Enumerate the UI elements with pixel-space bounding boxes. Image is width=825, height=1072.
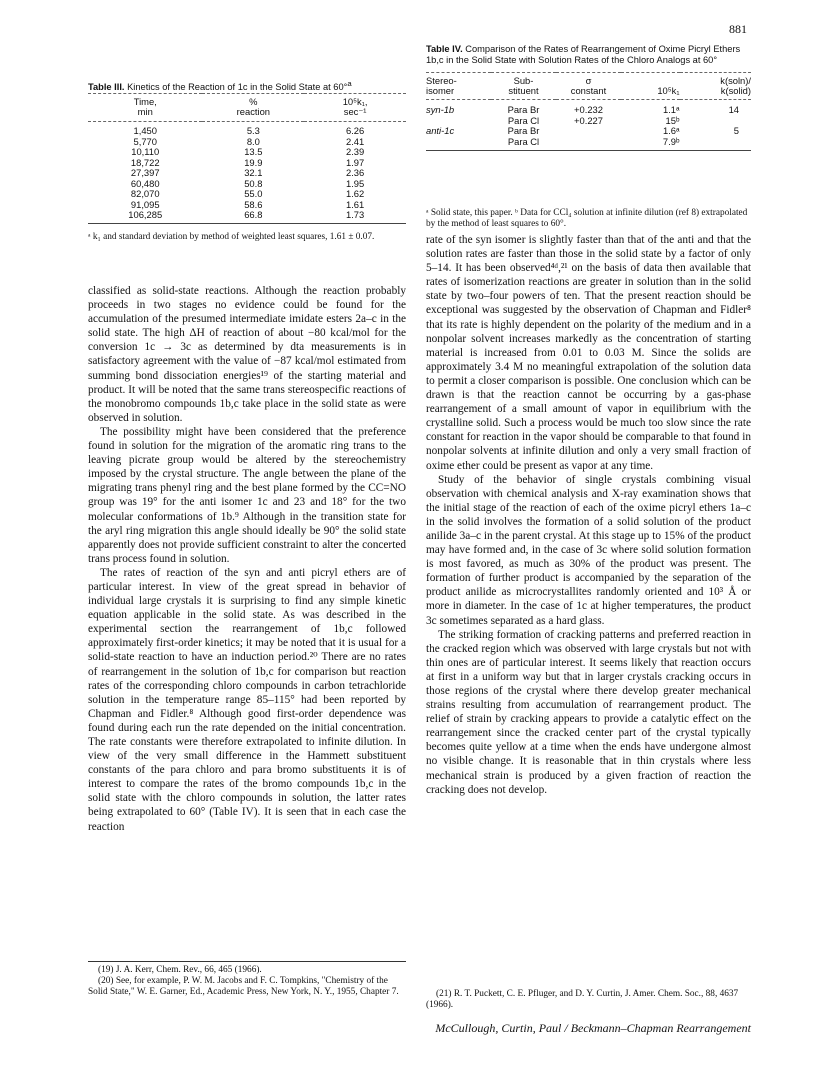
table-cell — [556, 126, 621, 137]
table-cell: 10,110 — [131, 146, 160, 158]
table-iii-caption — [88, 78, 406, 93]
table-cell: 1.95 — [345, 177, 365, 189]
table-cell: 55.0 — [244, 188, 263, 200]
table-cell: Para Cl — [507, 114, 540, 126]
right-column-text — [426, 233, 751, 797]
table-cell: Para Cl — [491, 137, 556, 151]
running-footer: McCullough, Curtin, Paul / Beckmann–Chapman Rearrangement — [435, 1021, 751, 1035]
footnote: (20) See, for example, P. W. M. Jacobs and F. C. Tompkins, "Chemistry of the Solid State," W. E. Garner, Ed., Academic Press, New York, N. Y., 1955, Chapter 7. — [88, 976, 399, 997]
t3-header-time-2: min — [88, 107, 202, 122]
table-row — [426, 116, 751, 127]
table-row — [426, 137, 751, 151]
table-cell: 91,095 — [130, 198, 160, 210]
t4-header-stereo-2: isomer — [426, 86, 491, 100]
t3-header-rate-1: 10⁵k₁, — [304, 94, 406, 108]
table-cell: 82,070 — [130, 188, 160, 200]
t3-header-rate-2: sec⁻¹ — [304, 107, 406, 122]
t3-header-reaction-1: % — [202, 94, 304, 108]
paragraph: The possibility might have been considered that the preference found in solution for the migration of the aromatic ring trans to the leaving picrate group would be altered by the stereochemistry imposed by the crystal structure. The angle between the plane of the migrating trans phenyl ring and the best plane formed by the CC=NO group was 19° for the anti isomer 1c and 23 and 18° for the two molecular conformations of 1b.⁹ Although in the transition state for the aryl ring migration this angle should ideally be 90° the solid state apparently does not provide sufficient constraint to alter the concerted trans process found in solution. — [88, 425, 406, 565]
table-row — [88, 210, 406, 223]
t4-header-ratio-2: k(solid) — [680, 86, 752, 100]
table-iii — [88, 78, 406, 224]
table-cell — [426, 137, 491, 151]
table-cell: +0.227 — [574, 114, 603, 126]
table-cell: 50.8 — [244, 177, 263, 189]
table-iv-footnote: ᵃ Solid state, this paper. ᵇ Data for CCl₄ solution at infinite dilution (ref 8) extrapolated by the method of least squares to 60°. — [426, 208, 748, 229]
table-cell: Para Br — [507, 125, 540, 136]
table-iii-caption-label: Table III. — [88, 82, 125, 93]
t4-header-sigma-1: σ — [556, 73, 621, 87]
t3-header-reaction-2: reaction — [202, 107, 304, 122]
table-row — [426, 100, 751, 116]
table-cell: 18,722 — [130, 156, 160, 168]
table-cell: 1.61 — [345, 198, 365, 210]
table-cell: 58.6 — [244, 198, 263, 210]
table-iv-caption-label: Table IV. — [426, 44, 463, 54]
table-row — [88, 122, 406, 137]
table-cell: 60,480 — [130, 177, 160, 189]
table-cell: 2.36 — [345, 167, 365, 179]
footnote: (19) J. A. Kerr, Chem. Rev., 66, 465 (1966). — [98, 965, 262, 975]
table-cell: 8.0 — [246, 135, 260, 147]
footnotes-left — [88, 961, 406, 998]
table-cell: 106,285 — [88, 210, 202, 223]
table-iv-grid — [426, 72, 751, 151]
t4-header-sigma-2: constant — [556, 86, 621, 100]
table-iv — [426, 44, 751, 151]
table-cell: 1.73 — [304, 210, 406, 223]
table-iii-footnote: ᵃ k₁ and standard deviation by method of weighted least squares, 1.61 ± 0.07. — [88, 232, 375, 242]
table-cell: 1.62 — [345, 188, 365, 200]
left-column-text — [88, 284, 406, 834]
table-iii-grid — [88, 93, 406, 224]
table-iv-caption-text: Comparison of the Rates of Rearrangement of Oxime Picryl Ethers 1b,c in the Solid State with Solution Rates of the Chloro Analogs at 60° — [426, 44, 741, 65]
paragraph: rate of the syn isomer is slightly faster than that of the anti and that the solution rates are faster than those in the solid state by a factor of only 5–14. It has been observed⁴ᵈ,²¹ on the basis of data then available that rates of isomerization reactions are greater in solution than in the solid state by two–four powers of ten. That the present reaction should be exceptional was suggested by the observation of Chapman and Fidler⁸ that its rate is highly dependent on the polarity of the medium and in a nonpolar solvent increases markedly as the concentration of starting material is increased from 0.01 to 0.03 M. Since the solids are approximately 3.4 M no meaningful extrapolation of the solution data to permit a closer comparison is possible. One conclusion which can be drawn is that the reaction cannot be occurring by a gas-phase rearrangement of a small amount of vapor in equilibrium with the crystalline solid. Such a process would be much too slow since the rate constant for reaction in the vapor should be comparable to that found in nonpolar solvents at infinite dilution and only a very small fraction of oxime ether could be present as vapor at any time. — [426, 234, 751, 472]
table-cell: Para Br — [507, 104, 540, 115]
table-cell: 6.26 — [345, 125, 365, 137]
table-iii-caption-text: Kinetics of the Reaction of 1c in the Solid State at 60° — [127, 82, 348, 93]
table-cell: 2.39 — [345, 146, 365, 158]
table-cell: 5.3 — [246, 125, 260, 137]
table-cell: 15ᵇ — [665, 114, 680, 126]
table-cell: 5,770 — [133, 135, 157, 147]
table-cell: 32.1 — [244, 167, 263, 179]
table-cell: 7.9ᵇ — [621, 137, 680, 151]
table-cell: syn-1b — [426, 104, 455, 115]
t4-header-ratio-1: k(soln)/ — [680, 73, 752, 87]
footnote: (21) R. T. Puckett, C. E. Pfluger, and D. Y. Curtin, J. Amer. Chem. Soc., 88, 4637 (1966). — [426, 989, 739, 1010]
table-cell: 19.9 — [244, 156, 263, 168]
paragraph: Study of the behavior of single crystals combining visual observation with chemical analysis and X-ray examination shows that the initial stage of the reaction of each of the oxime picryl ethers 1a–c in the solid involves the formation of a solid solution of the product anilide 3a–c in the parent crystal. At this stage up to 15% of the product may have formed and, in the case of 3c where solid solution formation is most favored, as much as 30% of the product was present. The formation of further product is accompanied by the separation of the product anilide as microcrystallites randomly oriented and 10³ Å or more in diameter. In the case of 1c at higher temperatures, the product 3c sometimes separated as a hard glass. — [426, 473, 751, 627]
t4-header-subst-2: stituent — [491, 86, 556, 100]
t4-header-stereo-1: Stereo- — [426, 73, 491, 87]
t3-header-time-1: Time, — [88, 94, 202, 108]
table-row — [426, 126, 751, 137]
table-cell: 5 — [733, 125, 739, 136]
t4-header-rate-1 — [621, 73, 680, 87]
paragraph: The striking formation of cracking patterns and preferred reaction in the cracked region which was observed with large crystals but not with thin ones are of particular interest. It seems likely that reaction occurs at first in a uniform way but that in larger crystals cracking occurs in those regions of the crystal where there develop greater mechanical strains resulting from accumulation of rearrangement product. The relief of strain by cracking appears to provide a catalytic effect on the rearrangement since the cracked center part of the crystal typically becomes quite yellow at a time when the ends have undergone almost no visible change. It is reasonable that in thin crystals where less mechanical strain is produced by a given fraction of reaction the cracking does not develop. — [426, 628, 751, 796]
table-cell — [680, 116, 752, 127]
page-number: 881 — [729, 22, 747, 36]
paragraph: The rates of reaction of the syn and anti picryl ethers are of particular interest. In view of the great spread in behavior of individual large crystals it is surprising to find any simple kinetic equation applicable in the solid state. As was described in the experimental section the rearrangement of 1b,c followed approximately first-order kinetics; it may be noted that it is usual for a solid-state reaction to have an induction period.²⁰ There are no rates of rearrangement in the solution of 1b,c for comparison but reaction rates of the corresponding chloro compounds in carbon tetrachloride solution in the temperature range 85–115° had been reported by Chapman and Fidler.⁸ Although good first-order dependence was found during each run the rate depended on the initial concentration. The rate constants were therefore extrapolated to infinite dilution. In view of the very small difference in the Hammett substituent constants of the para chloro and para bromo substituents it is of interest to compare the rates of the bromo compounds 1b,c in the solid state with the chloro compounds in solution, the latter rates being extrapolated to 60° (Table IV). It is seen that in each case the reaction — [88, 566, 406, 833]
table-iii-caption-sup: a — [347, 79, 352, 88]
table-cell: 13.5 — [244, 146, 263, 158]
table-cell: 66.8 — [202, 210, 304, 223]
table-cell: 14 — [728, 104, 739, 115]
table-cell: 1.6ᵃ — [662, 125, 680, 136]
table-cell: 1,450 — [133, 125, 157, 137]
t4-header-subst-1: Sub- — [491, 73, 556, 87]
table-cell: +0.232 — [574, 104, 603, 115]
table-cell — [680, 137, 752, 151]
table-cell: 1.97 — [345, 156, 365, 168]
table-cell: 2.41 — [345, 135, 365, 147]
table-cell — [556, 137, 621, 151]
table-cell: anti-1c — [426, 125, 455, 136]
table-iv-caption — [426, 44, 751, 66]
footnotes-right — [426, 989, 751, 1011]
table-cell: 27,397 — [130, 167, 160, 179]
paragraph: classified as solid-state reactions. Although the reaction probably proceeds in two stages no evidence could be found for the accumulation of the presumed intermediate imidate esters 2a–c in the solid state. The high ΔH of reaction of about −80 kcal/mol for the conversion 1c → 3c as determined by dta measurements is in satisfactory agreement with the value of −87 kcal/mol estimated from summing bond dissociation energies¹⁹ of the starting material and product. It will be noted that the same trans stereospecific reactions of the monobromo compounds 1b,c take place in the solid state as were observed in solution. — [88, 285, 406, 424]
t4-header-rate-2: 10⁵k₁ — [621, 86, 680, 100]
table-cell: 1.1ᵃ — [662, 104, 680, 115]
